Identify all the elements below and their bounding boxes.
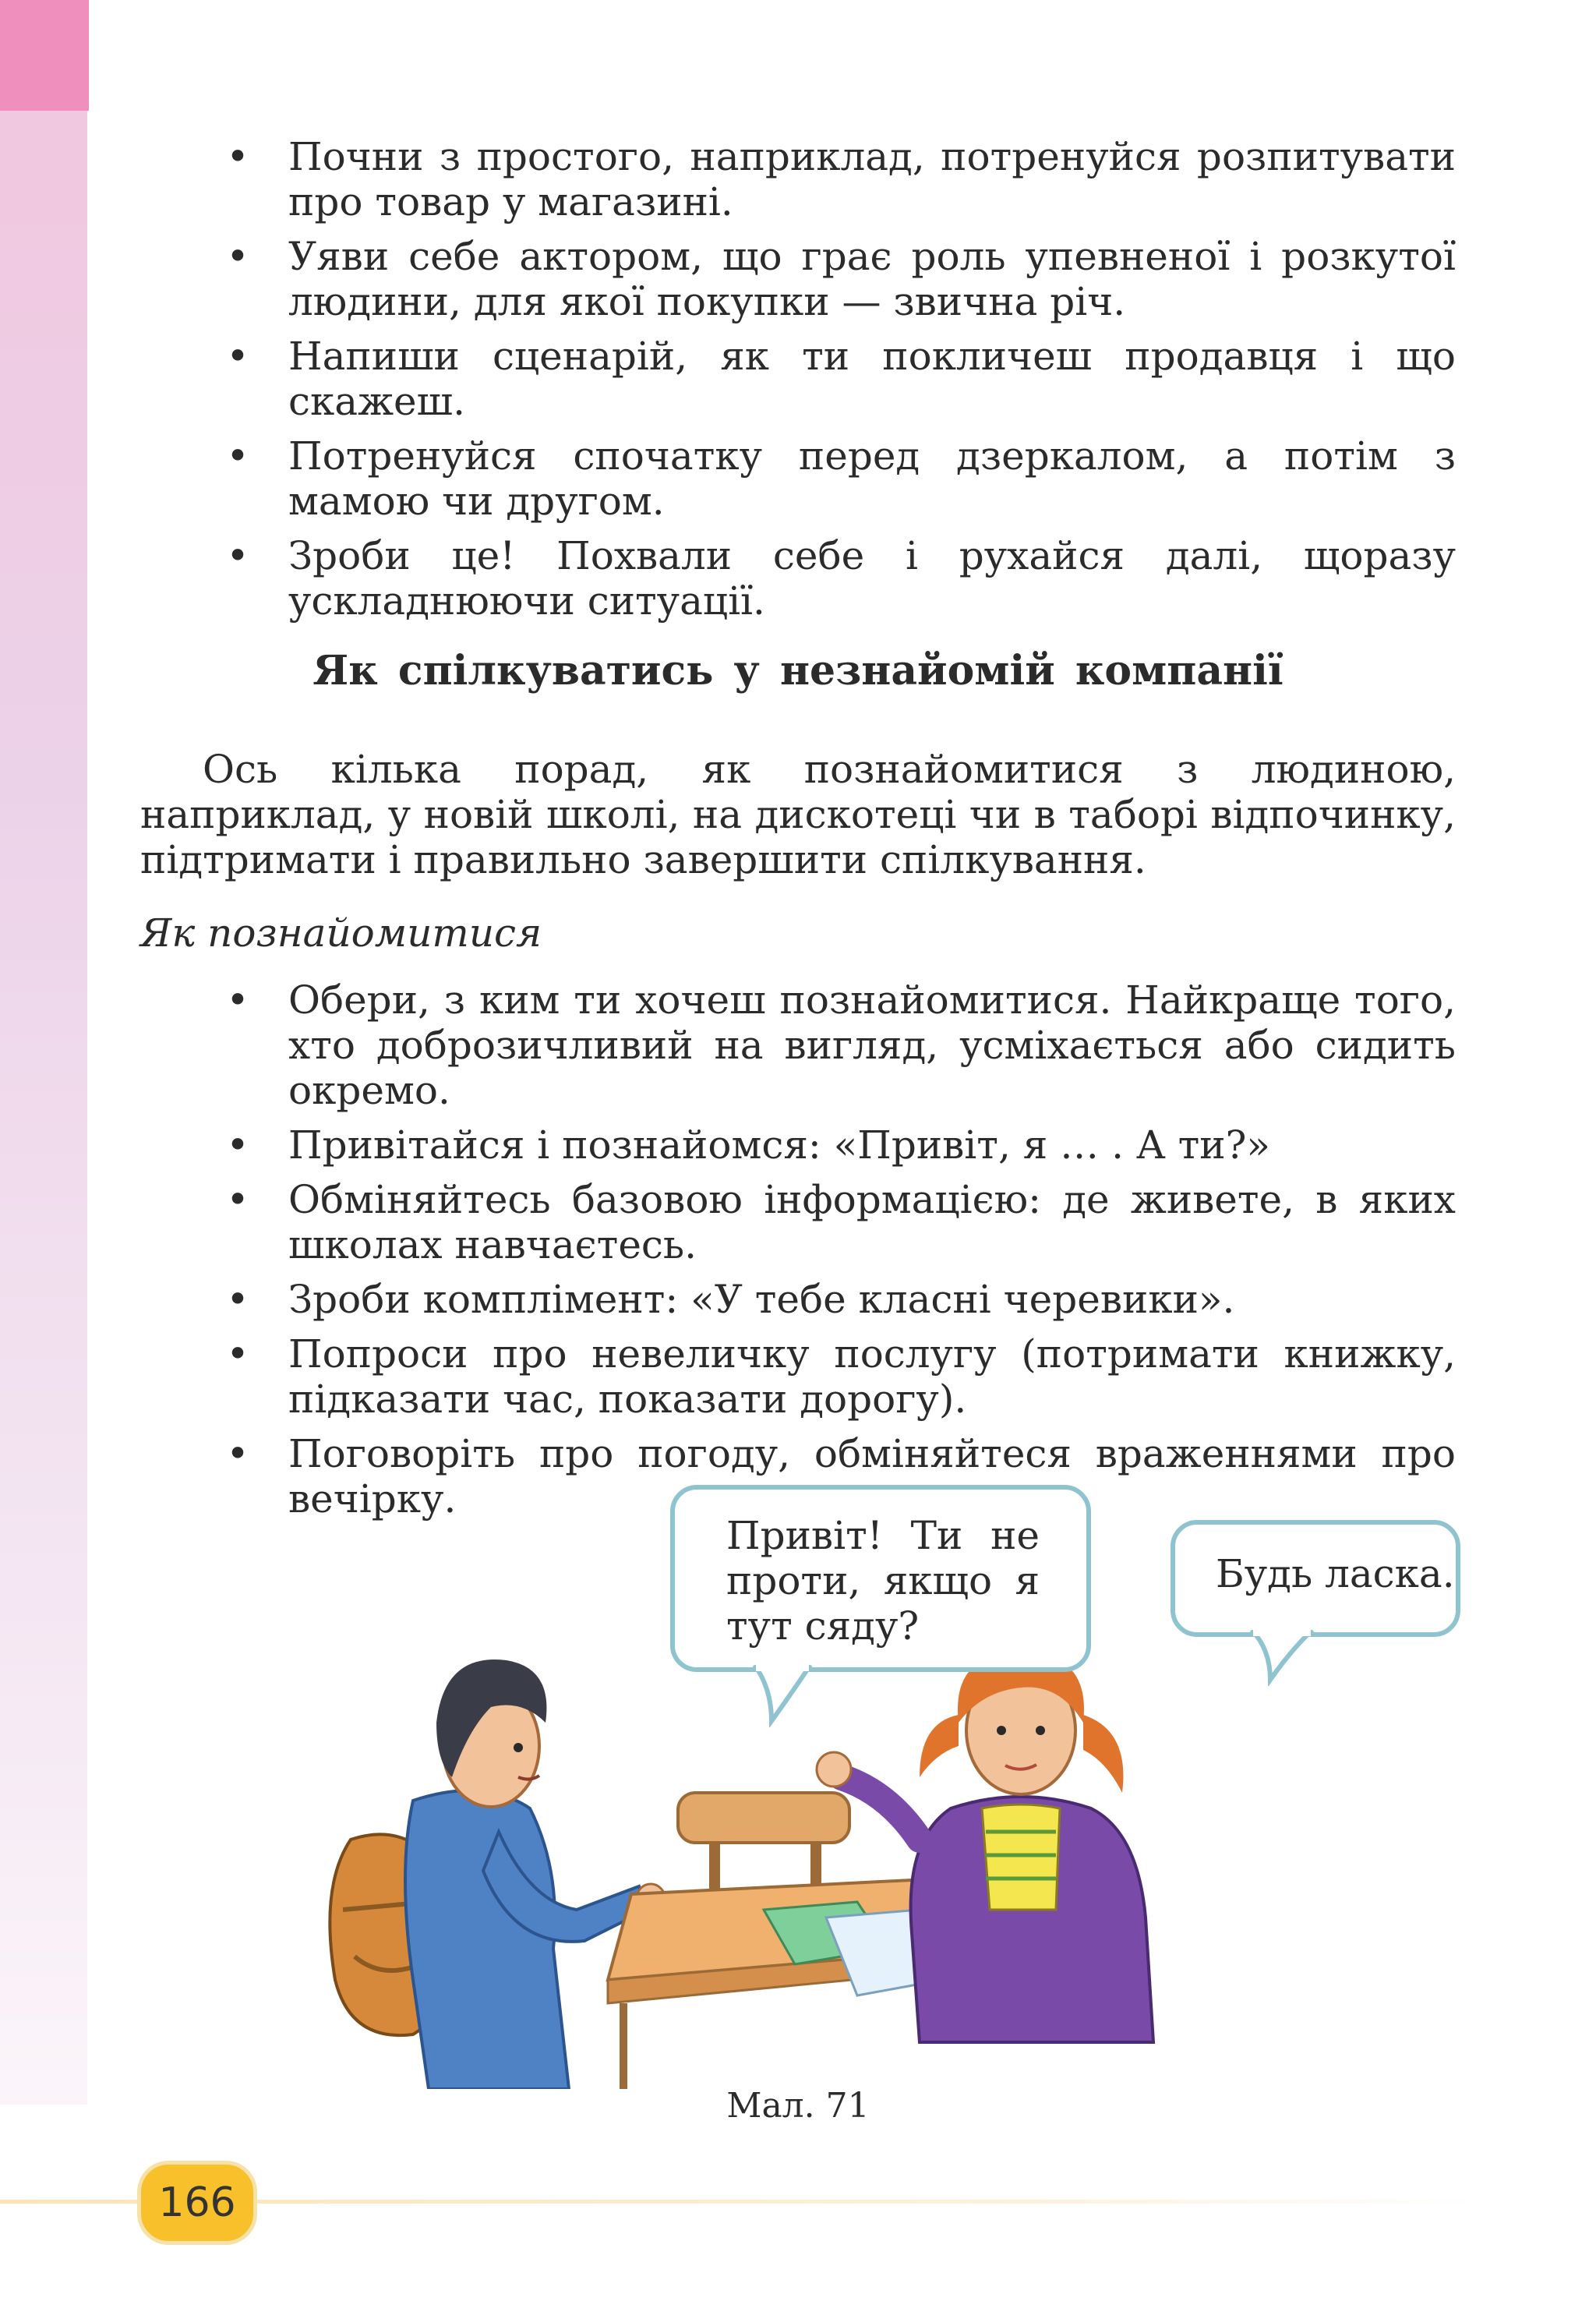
tips-list: [226, 134, 1456, 633]
list-item: • Уяви себе актором, що грає роль упевненої і розкутої людини, для якої покупки — звична річ.: [226, 234, 1456, 324]
bullet-icon: •: [226, 1122, 249, 1168]
chair: [678, 1793, 849, 1897]
section-title: Як спілкуватись у незнайомій компанії: [312, 647, 1284, 695]
bullet-icon: •: [226, 433, 249, 479]
list-item: • Привітайся і познайомся: «Привіт, я … . А ти?»: [226, 1122, 1271, 1168]
bullet-icon: •: [226, 1431, 249, 1476]
bullet-icon: •: [226, 1177, 249, 1222]
bullet-icon: •: [226, 977, 249, 1023]
subheading: Як познайомитися: [140, 910, 542, 956]
list-item: • Обміняйтесь базовою інформацією: де живете, в яких школах навчаєтесь.: [226, 1177, 1456, 1267]
speech-bubble-girl-tail: [1247, 1630, 1317, 1686]
bullet-icon: •: [226, 334, 249, 379]
bullet-icon: •: [226, 1277, 249, 1322]
side-tab: [0, 0, 89, 111]
side-strip: [0, 0, 87, 2105]
intro-paragraph: Ось кілька порад, як познайомитися з людиною, наприклад, у новій школі, на дискотеці чи в таборі відпочинку, підтримати і правильно завершити спілкування.: [140, 747, 1456, 882]
bullet-icon: •: [226, 234, 249, 279]
speech-bubble-girl: Будь ласка.: [1171, 1520, 1460, 1637]
figure-caption: Мал. 71: [726, 2086, 870, 2126]
list-item: • Почни з простого, наприклад, потренуйся розпитувати про товар у магазині.: [226, 134, 1456, 224]
speech-bubble-boy-tail: [748, 1665, 818, 1727]
bullet-icon: •: [226, 1331, 249, 1377]
boy-figure: [330, 1659, 665, 2089]
list-item: • Потренуйся спочатку перед дзеркалом, а потім з мамою чи другом.: [226, 433, 1456, 524]
list-item: • Напиши сценарій, як ти покличеш продавця і що скажеш.: [226, 334, 1456, 424]
acquaintance-list: [226, 977, 1456, 1531]
bullet-icon: •: [226, 533, 249, 578]
speech-bubble-boy: Привіт! Ти не проти, якщо я тут сяду?: [670, 1485, 1091, 1672]
list-item: • Попроси про невеличку послугу (потримати книжку, підказати час, показати дорогу).: [226, 1331, 1456, 1422]
page-number: 166: [137, 2161, 257, 2245]
list-item: • Обери, з ким ти хочеш познайомитися. Найкраще того, хто доброзичливий на вигляд, усміхається або сидить окремо.: [226, 977, 1456, 1113]
bullet-icon: •: [226, 134, 249, 179]
list-item: • Зроби це! Похвали себе і рухайся далі, щоразу ускладнюючи ситуації.: [226, 533, 1456, 624]
list-item: • Поговоріть про погоду, обміняйтеся враженнями про вечірку.: [226, 1431, 1456, 1522]
list-item: • Зроби комплімент: «У тебе класні черевики».: [226, 1277, 1235, 1322]
